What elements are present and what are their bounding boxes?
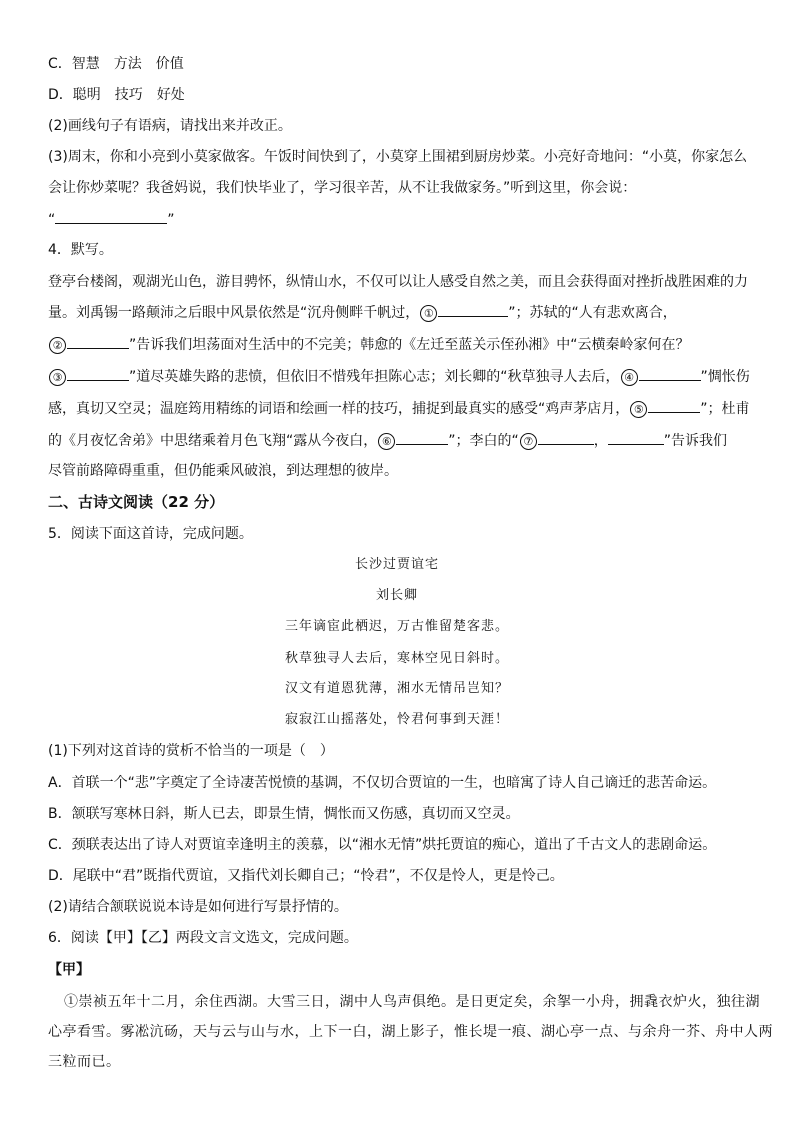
q5-sub2: (2)请结合颔联说说本诗是如何进行写景抒情的。	[48, 899, 348, 915]
q4-text: ”；苏轼的“人有悲欢离合，	[508, 305, 677, 321]
blank-number-2: ②	[49, 337, 66, 354]
q5-sub1: (1)下列对这首诗的赏析不恰当的一项是（ ）	[48, 743, 334, 759]
answer-blank[interactable]	[55, 209, 167, 224]
q4-text: 感，真切又空灵；温庭筠用精练的词语和绘画一样的技巧，捕捉到最真实的感受“鸡声茅店月，	[48, 401, 630, 417]
blank-7b[interactable]	[608, 430, 664, 445]
q4-text: ”告诉我们坦荡面对生活中的不完美；韩愈的《左迁至蓝关示侄孙湘》中“云横秦岭家何在？	[129, 337, 690, 353]
poem-author: 刘长卿	[375, 588, 418, 603]
q3-option-d: D．聪明 技巧 好处	[48, 87, 185, 103]
poem-line-4: 寂寂江山摇落处，怜君何事到天涯！	[284, 712, 509, 727]
blank-number-6: ⑥	[378, 433, 395, 450]
q4-title: 4．默写。	[48, 242, 113, 258]
q4-text: ”惆怅伤	[700, 369, 750, 385]
blank-number-3: ③	[49, 369, 66, 386]
q4-line3	[48, 334, 746, 355]
q6-label-jia: 【甲】	[48, 962, 90, 978]
q4-line2	[48, 302, 746, 323]
blank-3[interactable]	[67, 366, 129, 381]
classical-text-line-2: 心亭看雪。雾凇沆砀，天与云与山与水，上下一白，湖上影子，惟长堤一痕、湖心亭一点、与余舟一芥、舟中人两	[48, 1024, 773, 1040]
blank-7a[interactable]	[538, 430, 594, 445]
blank-5[interactable]	[648, 398, 700, 413]
q5-option-a: A．首联一个“悲”字奠定了全诗凄苦悦愤的基调，不仅切合贾谊的一生，也暗寓了诗人自己谪迁的悲苦命运。	[48, 775, 717, 791]
q5-option-b: B．颔联写寒林日斜，斯人已去，即景生情，惆怅而又伤感，真切而又空灵。	[48, 806, 520, 822]
poem-line-1: 三年谪宦此栖迟，万古惟留楚客悲。	[284, 619, 509, 634]
close-quote: ”	[167, 212, 175, 228]
q3-answer-line	[48, 209, 746, 230]
poem-line-3: 汉文有道恩犹薄，湘水无情吊岂知？	[284, 681, 509, 696]
q6-title: 6．阅读【甲】【乙】两段文言文选文，完成问题。	[48, 930, 358, 946]
blank-4[interactable]	[639, 366, 701, 381]
q3-sub2: (2)画线句子有语病，请找出来并改正。	[48, 118, 292, 134]
q4-text: 的《月夜忆舍弟》中思绪乘着月色飞翔“露从今夜白，	[48, 433, 378, 449]
blank-number-5: ⑤	[630, 401, 647, 418]
q4-line5	[48, 398, 750, 419]
q4-text: 量。刘禹锡一路颠沛之后眼中风景依然是“沉舟侧畔千帆过，	[48, 305, 420, 321]
q4-text: ”道尽英雄失路的悲愤，但依旧不惜残年担陈心志；刘长卿的“秋草独寻人去后，	[129, 369, 620, 385]
blank-1[interactable]	[438, 302, 508, 317]
q4-line7: 尽管前路障碍重重，但仍能乘风破浪，到达理想的彼岸。	[48, 463, 398, 479]
q4-text: ”告诉我们	[663, 433, 728, 449]
blank-number-4: ④	[621, 369, 638, 386]
blank-number-1: ①	[420, 305, 437, 322]
blank-2[interactable]	[67, 334, 129, 349]
section-2-heading: 二、古诗文阅读（22 分）	[48, 493, 225, 511]
q4-line6	[48, 430, 746, 451]
classical-text-line-3: 三粒而已。	[48, 1054, 121, 1070]
q5-option-c: C．颈联表达出了诗人对贾谊幸逢明主的羡慕，以“湘水无情”烘托贾谊的痴心，道出了千古文人的悲剧命运。	[48, 837, 717, 853]
q3-sub3-line1: (3)周末，你和小亮到小莫家做客。午饭时间快到了，小莫穿上围裙到厨房炒菜。小亮好奇地问：“小莫，你家怎么	[48, 149, 748, 165]
q4-line1: 登亭台楼阁，观湖光山色，游目骋怀，纵情山水，不仅可以让人感受自然之美，而且会获得面对挫折战胜困难的力	[48, 274, 748, 290]
poem-title: 长沙过贾谊宅	[354, 557, 439, 572]
blank-6[interactable]	[396, 430, 448, 445]
classical-text-line-1: ①崇祯五年十二月，余住西湖。大雪三日，湖中人鸟声俱绝。是日更定矣，余挐一小舟，拥毳衣炉火，独往湖	[64, 994, 760, 1010]
blank-number-7: ⑦	[520, 433, 537, 450]
poem-line-2: 秋草独寻人去后，寒林空见日斜时。	[284, 651, 509, 666]
q4-text: ”；李白的“	[448, 433, 519, 449]
q5-title: 5．阅读下面这首诗，完成问题。	[48, 526, 253, 542]
q3-sub3-line2: 会让你炒菜呢？我爸妈说，我们快毕业了，学习很辛苦，从不让我做家务。”听到这里，你会说：	[48, 180, 637, 196]
open-quote: “	[48, 212, 56, 228]
q4-text: ”；杜甫	[700, 401, 750, 417]
q5-option-d: D．尾联中“君”既指代贾谊，又指代刘长卿自己；“怜君”，不仅是怜人，更是怜己。	[48, 868, 564, 884]
q3-option-c: C．智慧 方法 价值	[48, 56, 184, 72]
q4-text: ，	[593, 433, 608, 449]
q4-line4	[48, 366, 750, 387]
